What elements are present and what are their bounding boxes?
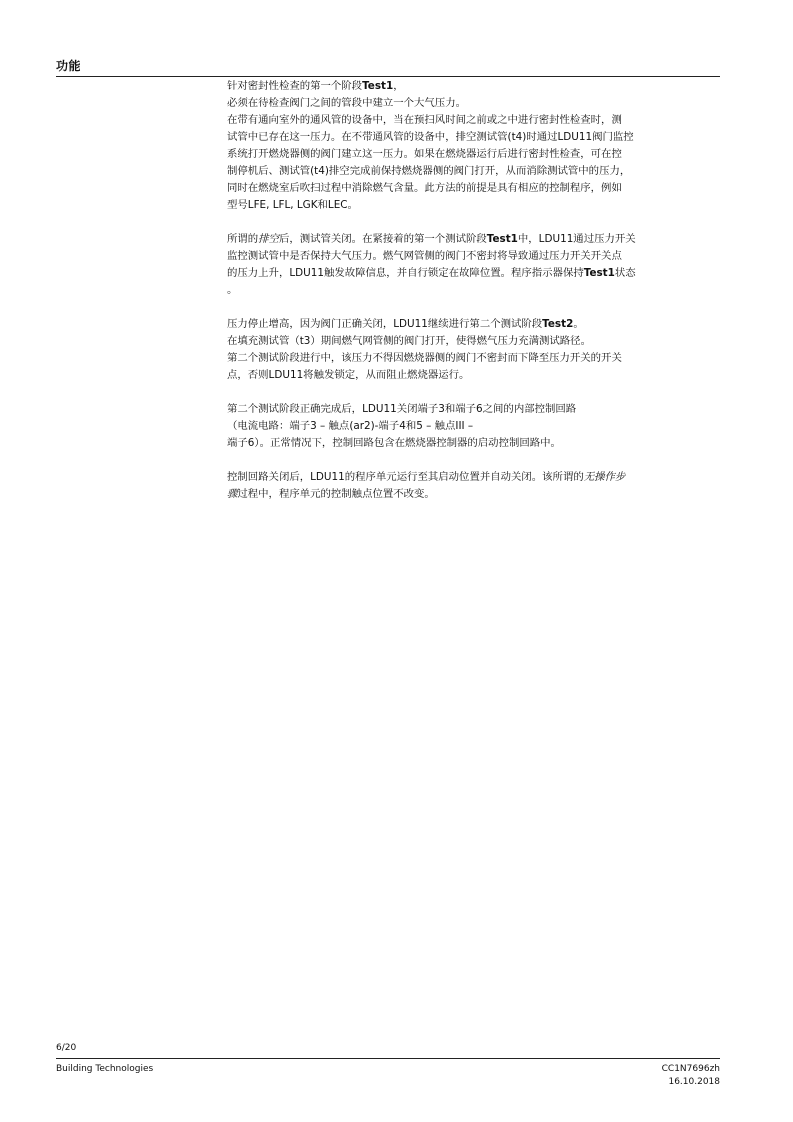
footer-document-id: CC1N7696zh — [661, 1064, 720, 1074]
text-line: 试管中已存在这一压力。在不带通风管的设备中，排空测试管(t4)时通过LDU11阀门监控 — [227, 131, 634, 143]
emphasis-term: 无操作步 — [583, 471, 626, 483]
paragraph-test2 — [227, 316, 720, 384]
test-stage-label: Test1 — [486, 233, 518, 245]
page-number: 6/20 — [56, 1043, 77, 1053]
body-content — [227, 78, 720, 520]
text-line: 型号LFE, LFL, LGK和LEC。 — [227, 199, 358, 211]
text-line: 。 — [227, 284, 238, 296]
text-line: 同时在燃烧室后吹扫过程中消除燃气含量。此方法的前提是具有相应的控制程序，例如 — [227, 182, 622, 194]
text-line: 点，否则LDU11将触发锁定，从而阻止燃烧器运行。 — [227, 369, 470, 381]
text-line: 骤过程中，程序单元的控制触点位置不改变。 — [227, 488, 435, 500]
text-line: 的压力上升，LDU11触发故障信息，并自行锁定在故障位置。程序指示器保持Test1状态 — [227, 267, 636, 279]
test-stage-label: Test2 — [542, 318, 574, 330]
text-line: 在带有通向室外的通风管的设备中，当在预扫风时间之前或之中进行密封性检查时，测 — [227, 114, 622, 126]
footer-date: 16.10.2018 — [668, 1077, 720, 1087]
test-stage-label: Test1 — [583, 267, 615, 279]
text-line: 系统打开燃烧器侧的阀门建立这一压力。如果在燃烧器运行后进行密封性检查，可在控 — [227, 148, 622, 160]
paragraph-evacuation — [227, 231, 720, 299]
text-line: 控制回路关闭后，LDU11的程序单元运行至其启动位置并自动关闭。该所谓的无操作步 — [227, 471, 626, 483]
text-line: （电流电路：端子3 – 触点(ar2)-端子4和5 – 触点III – — [227, 420, 474, 432]
paragraph-test1-intro — [227, 78, 720, 214]
text-line: 制停机后、测试管(t4)排空完成前保持燃烧器侧的阀门打开，从而消除测试管中的压力， — [227, 165, 631, 177]
text-line: 第二个测试阶段正确完成后，LDU11关闭端子3和端子6之间的内部控制回路 — [227, 403, 577, 415]
paragraph-control-circuit — [227, 401, 720, 452]
test-stage-label: Test1 — [362, 80, 394, 92]
paragraph-program-unit — [227, 469, 720, 503]
section-title: 功能 — [56, 59, 82, 73]
emphasis-term: 排空 — [258, 233, 279, 245]
text-line: 必须在待检查阀门之间的管段中建立一个大气压力。 — [227, 97, 466, 109]
footer-rule — [56, 1058, 720, 1059]
footer-company: Building Technologies — [56, 1064, 154, 1074]
emphasis-term: 骤 — [227, 488, 238, 500]
header-rule — [56, 76, 720, 77]
text-line: 压力停止增高，因为阀门正确关闭，LDU11继续进行第二个测试阶段Test2。 — [227, 318, 584, 330]
text-line: 端子6）。正常情况下，控制回路包含在燃烧器控制器的启动控制回路中。 — [227, 437, 561, 449]
text-line: 第二个测试阶段进行中，该压力不得因燃烧器侧的阀门不密封而下降至压力开关的开关 — [227, 352, 622, 364]
text-line: 在填充测试管（t3）期间燃气网管侧的阀门打开，使得燃气压力充满测试路径。 — [227, 335, 591, 347]
text-line: 监控测试管中是否保持大气压力。燃气网管侧的阀门不密封将导致通过压力开关开关点 — [227, 250, 622, 262]
text-line: 针对密封性检查的第一个阶段Test1， — [227, 80, 404, 92]
text-line: 所谓的排空后，测试管关闭。在紧接着的第一个测试阶段Test1中，LDU11通过压力开关 — [227, 233, 636, 245]
